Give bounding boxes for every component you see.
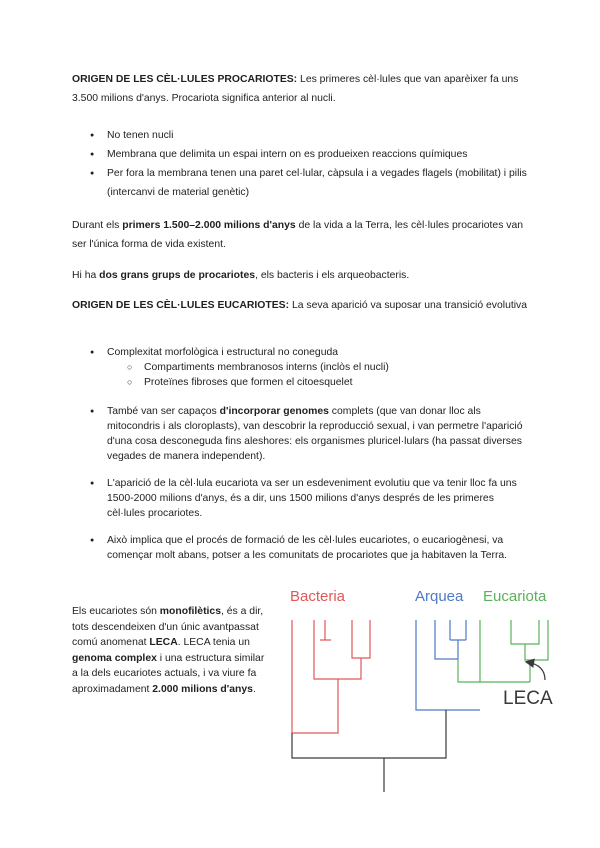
bold-text: primers 1.500–2.000 milions d'anys [122,220,296,231]
sub-list-item: ○ Proteïnes fibroses que formen el citoesquelet [107,375,534,390]
text: i una estructura similar a la dels eucariotes actuals, i va viure fa aproximadament [72,652,265,695]
text: Hi ha [72,270,100,281]
bold-text: LECA [149,637,178,648]
arquea-branch [416,620,480,710]
list-item: ● No tenen nucli [72,126,534,145]
text: Els eucariotes són [72,606,160,617]
text: . [252,683,256,695]
list-item: ● L'aparició de la cèl·lula eucariota va ser un esdeveniment evolutiu que va tenir lloc fa uns 1500-2000 milions d'anys, és a dir, uns 1500 milions d'anys després de les primeres cèl·lules procariotes. [72,476,534,521]
eucariota-leaf-pair [511,620,539,644]
root-bracket [292,710,446,758]
bold-text: genoma complex [72,652,157,664]
bacteria-subclade-line [314,620,361,679]
eucariotes-heading: ORIGEN DE LES CÈL·LULES EUCARIOTES: [72,300,290,311]
text: complets (que van donar lloc als mitocondris i als cloroplasts), van descobrir la reproducció sexual, i van permetre l'aparició d'una cosa desconeguda fins aleshores: els organismes pluricel·lulars (ha passat diverses vegades de manera independent). [107,406,523,462]
list-item: ● Membrana que delimita un espai intern on es produeixen reaccions químiques [72,145,534,164]
text: de la vida a la Terra, les cèl·lules procariotes van ser l'única forma de vida existent. [72,220,524,250]
eucariota-arquea-link [458,659,480,682]
bold-text: 2.000 milions d'anys [152,683,253,695]
text: , els bacteris i els arqueobacteris. [255,270,410,281]
text: . LECA tenia un [177,637,250,648]
eucariotes-intro-text: La seva aparició va suposar una transició evolutiva [289,300,528,311]
list-item: ● Això implica que el procés de formació de les cèl·lules eucariotes, o eucariogènesi, va començar molt abans, potser a les comunitats de procariotes que ja habitaven la Terra. [72,533,534,563]
bacteria-clade-line [292,620,338,733]
complexitat-text: Complexitat morfològica i estructural no coneguda [107,347,339,358]
bacteria-label: Bacteria [290,588,346,605]
eucariota-branch [458,620,548,682]
bold-text: d'incorporar genomes [219,406,329,417]
text: També van ser capaços [107,406,220,417]
arquea-clade-line [416,620,480,710]
bold-text: dos grans grups de procariotes [99,270,256,281]
procariotes-intro-text: Les primeres cèl·lules que van aparèixer fa uns 3.500 milions d'anys. Procariota significa anterior al nucli. [72,74,519,104]
arquea-leaf-pair [450,620,466,640]
leca-label: LECA [503,688,553,709]
bacteria-leaf-pair [352,620,370,658]
eucariota-subclade-line [525,620,548,660]
arquea-label: Arquea [415,588,464,605]
eucariota-label: Eucariota [483,588,547,605]
tree-trunk [292,710,446,792]
text: , és a dir, tots descendeixen d'un únic avantpassat comú anomenat [72,606,264,648]
sub-list-item: ○ Compartiments membranosos interns (inclòs el nucli) [107,360,534,375]
procariotes-heading: ORIGEN DE LES CÈL·LULES PROCARIOTES: [72,74,298,85]
text: Durant els [72,220,123,231]
bacteria-branch [292,620,370,733]
list-item: ● Per fora la membrana tenen una paret cel·lular, càpsula i a vegades flagels (mobilitat) i pilis (intercanvi de material genètic) [72,164,534,202]
eucariota-clade-line [480,620,530,682]
bold-text: monofilètics [159,606,221,617]
